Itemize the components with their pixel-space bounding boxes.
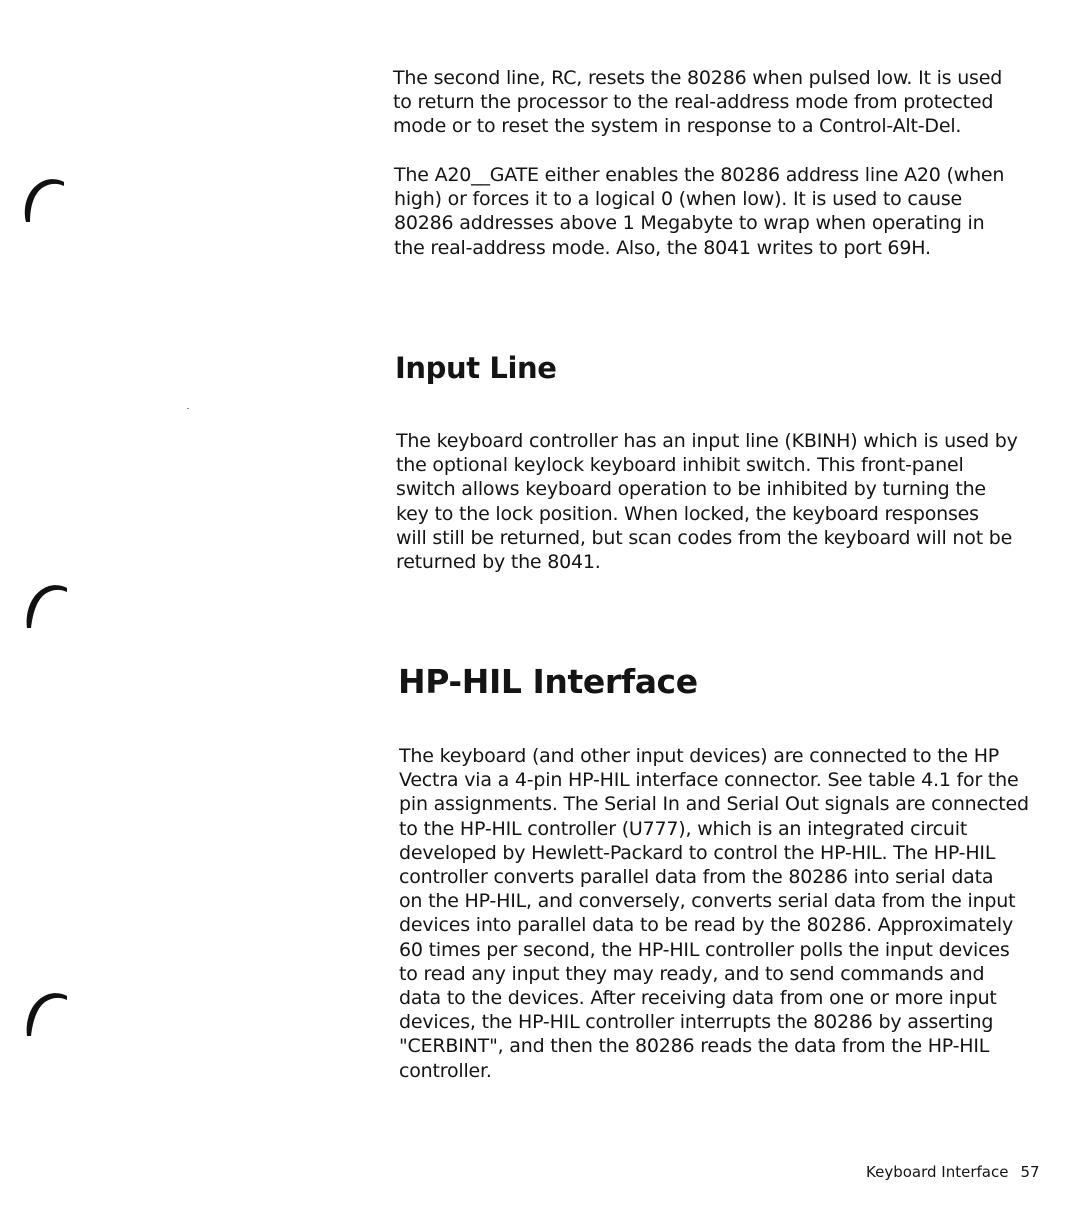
paragraph-a20-gate: The A20__GATE either enables the 80286 address line A20 (when high) or forces it to a logical 0 (when low). It is used to cause 80286 addresses above 1 Megabyte to wrap when operating in the real-address mode. Also, the 8041 writes to port 69H. <box>394 164 1005 259</box>
paragraph-hp-hil: The keyboard (and other input devices) are connected to the HP Vectra via a 4-pin HP-HIL interface connector. See table 4.1 for the pin assignments. The Serial In and Serial Out signals are connected to the HP-HIL controller (U777), which is an integrated circuit developed by Hewlett-Packard to control the HP-HIL. The HP-HIL controller converts parallel data from the 80286 into serial data on the HP-HIL, and conversely, converts serial data from the input devices into parallel data to be read by the 80286. Approximately 60 times per second, the HP-HIL controller polls the input devices to read any input they may ready, and to send commands and data to the devices. After receiving data from one or more input devices, the HP-HIL controller interrupts the 80286 by asserting "CERBINT", and then the 80286 reads the data from the HP-HIL controller. <box>399 745 1029 1082</box>
paragraph-input-line: The keyboard controller has an input line (KBINH) which is used by the optional keylock keyboard inhibit switch. This front-panel switch allows keyboard operation to be inhibited by turning the key to the lock position. When locked, the keyboard responses will still be returned, but scan codes from the keyboard will not be returned by the 8041. <box>396 430 1018 574</box>
heading-input-line: Input Line <box>395 351 557 385</box>
heading-hp-hil-interface: HP-HIL Interface <box>398 662 698 701</box>
binder-hole-mark-top <box>20 176 64 228</box>
paragraph-rc-reset: The second line, RC, resets the 80286 when pulsed low. It is used to return the processor to the real-address mode from protected mode or to reset the system in response to a Control-Alt-Del. <box>393 67 1003 138</box>
page-number: 57 <box>1020 1163 1040 1181</box>
page-footer <box>866 1162 1040 1182</box>
footer-section-title: Keyboard Interface <box>866 1163 1009 1181</box>
binder-hole-mark-middle <box>25 582 69 634</box>
binder-hole-mark-bottom <box>25 990 69 1042</box>
scan-speck <box>187 408 189 409</box>
